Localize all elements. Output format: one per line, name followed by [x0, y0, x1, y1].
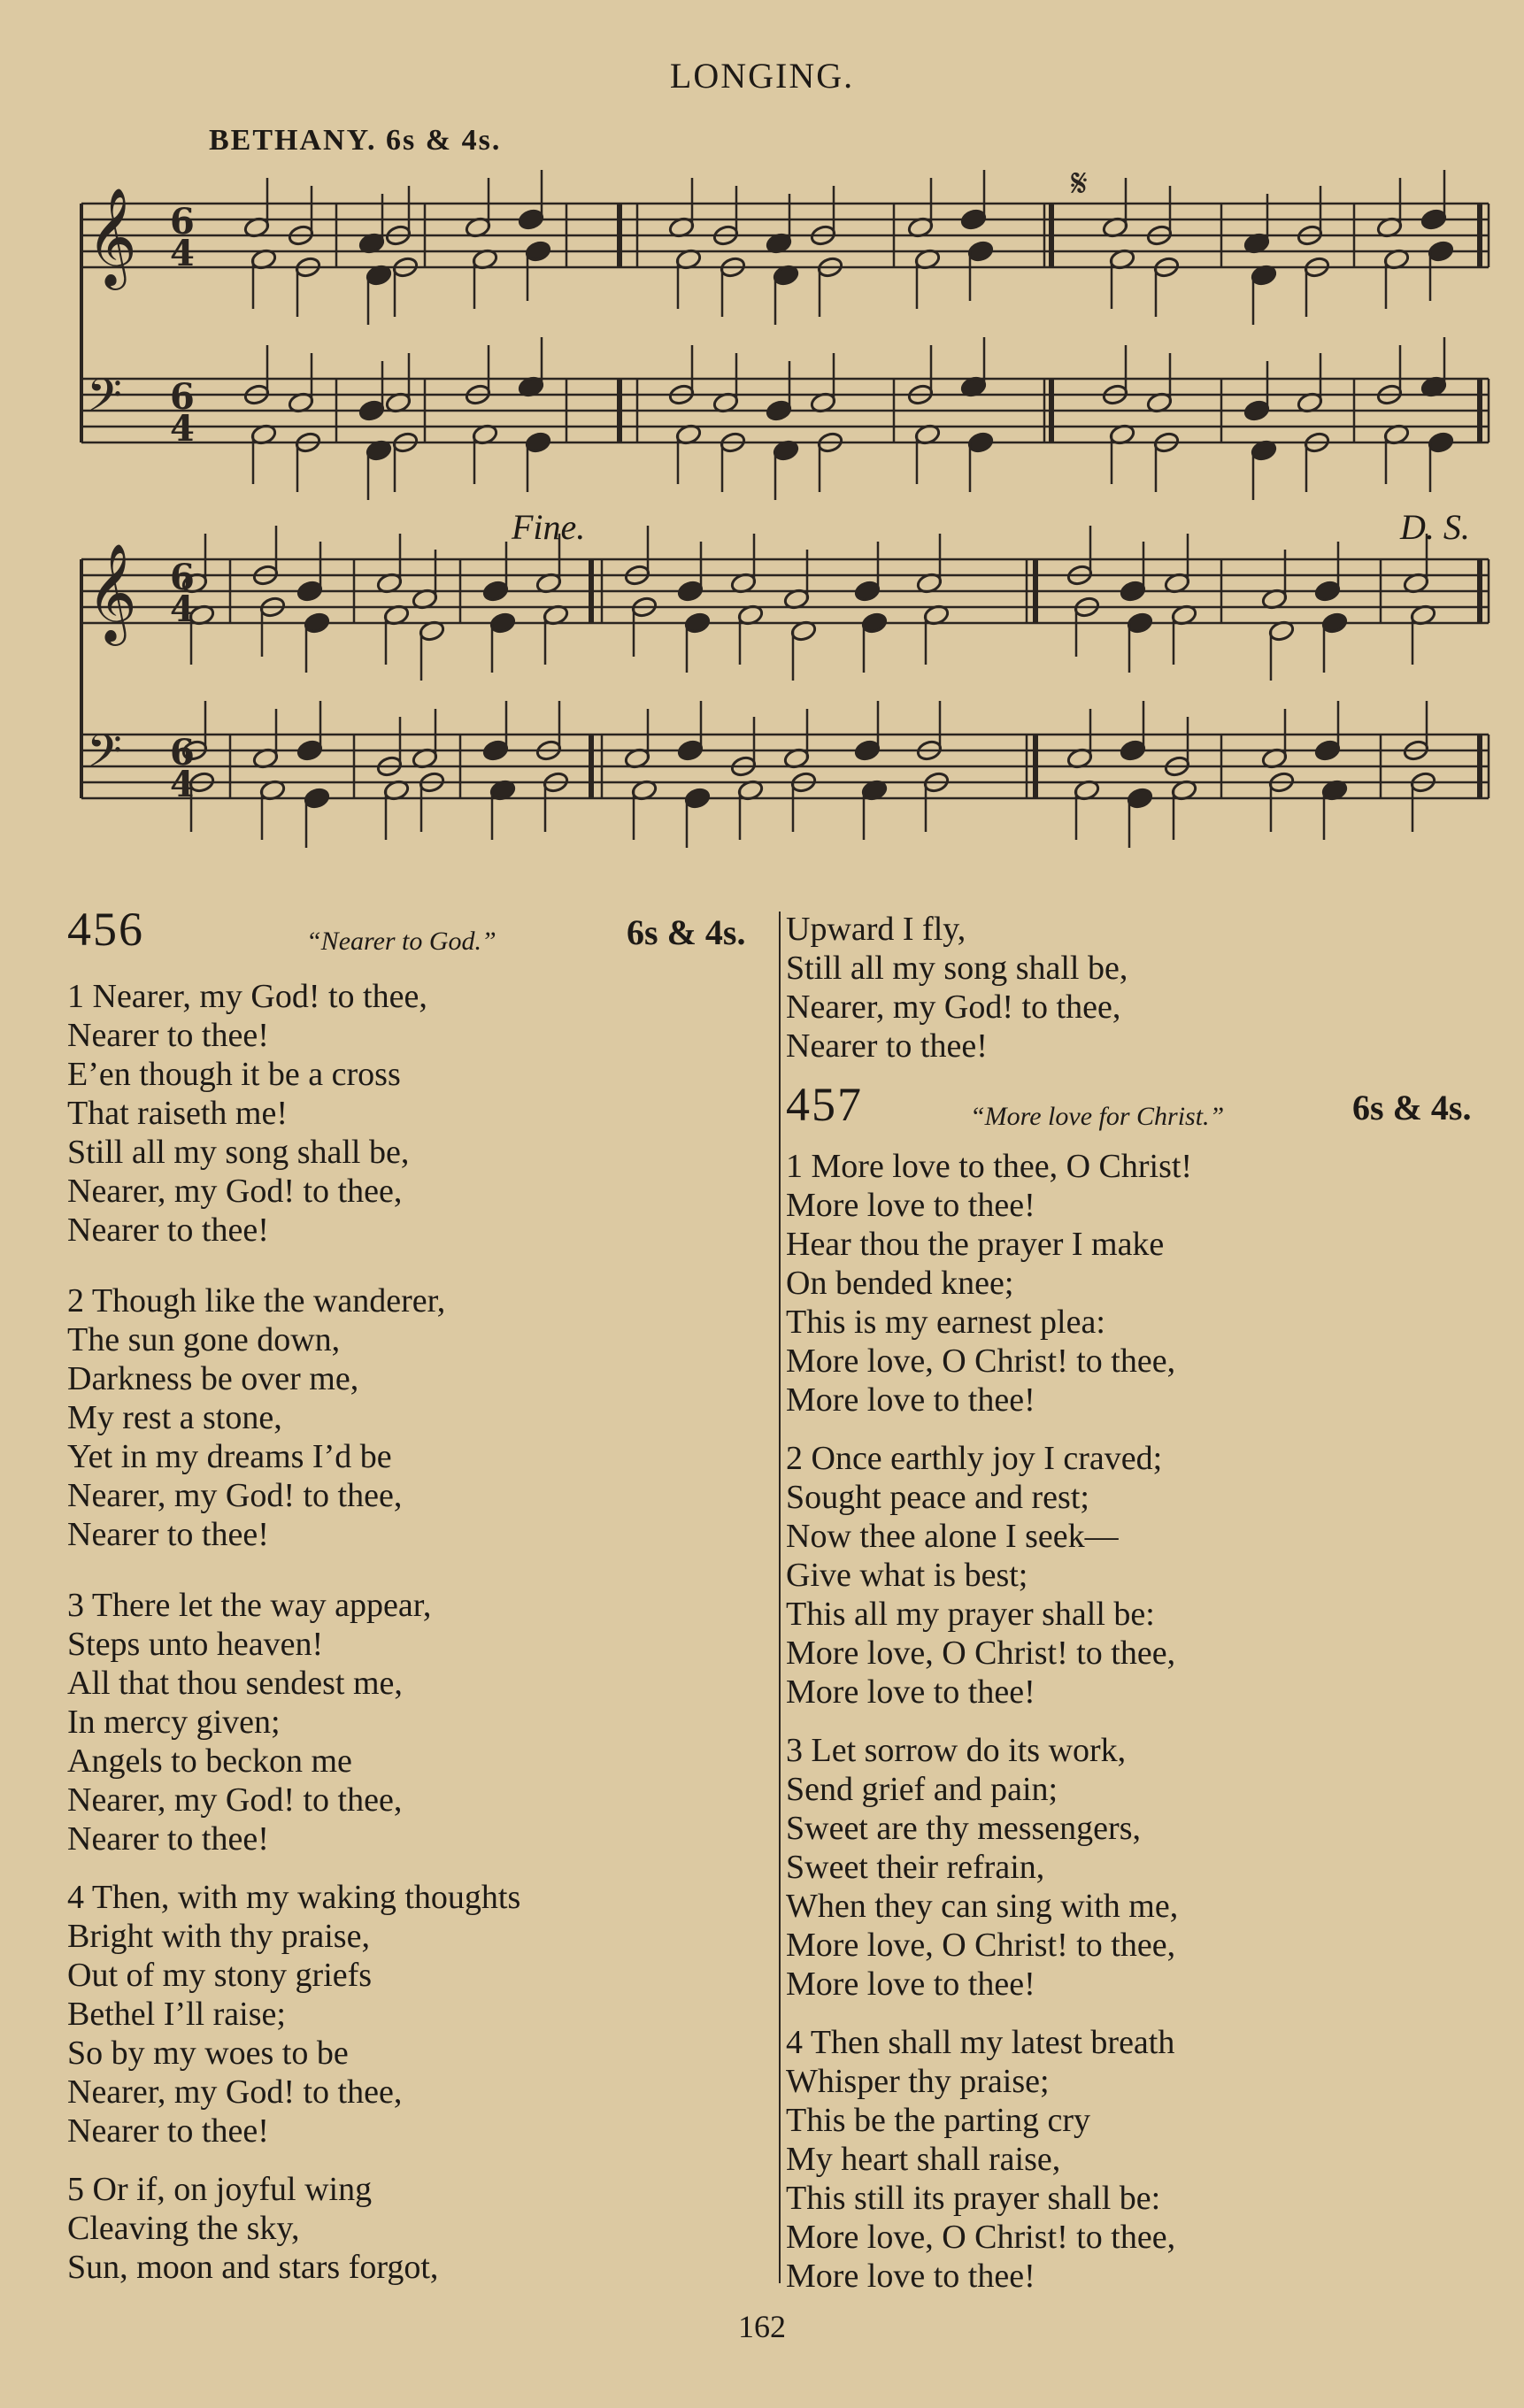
bass-clef-icon: 𝄢 — [87, 368, 122, 433]
svg-text:4: 4 — [170, 589, 195, 630]
verse-line: Nearer to thee! — [67, 1212, 269, 1249]
hymn-number: 456 — [67, 903, 144, 956]
verse-line: More love to thee! — [786, 1966, 1035, 2003]
verse-line: Nearer, my God! to thee, — [67, 1477, 403, 1514]
verse-line: Hear thou the prayer I make — [786, 1226, 1165, 1263]
page-number: 162 — [738, 2309, 786, 2344]
verse-line: Now thee alone I seek— — [786, 1518, 1119, 1555]
hymn-number: 457 — [786, 1078, 863, 1131]
verse-line: 2 Once earthly joy I craved; — [786, 1440, 1163, 1477]
hymn-title: “Nearer to God.” — [306, 927, 496, 956]
verse-line: The sun gone down, — [67, 1321, 341, 1358]
verse-line: More love to thee! — [786, 1187, 1035, 1224]
svg-text:6: 6 — [170, 732, 195, 773]
verse-line: When they can sing with me, — [786, 1888, 1179, 1925]
verse-line: Nearer, my God! to thee, — [67, 2073, 403, 2111]
verse-line: Darkness be over me, — [67, 1360, 359, 1397]
verse-line: Bethel I’ll raise; — [67, 1996, 286, 2033]
music-score — [0, 0, 1524, 885]
verse-line: Sought peace and rest; — [786, 1479, 1089, 1516]
tune-name: BETHANY. — [209, 124, 377, 157]
hymn-457-stanza-4 — [786, 2023, 1494, 2296]
verse-line: My rest a stone, — [67, 1399, 282, 1436]
verse-line: Still all my song shall be, — [786, 950, 1128, 987]
svg-text:4: 4 — [170, 408, 195, 450]
svg-text:6: 6 — [170, 201, 195, 242]
verse-line: Still all my song shall be, — [67, 1134, 410, 1171]
verse-line: My heart shall raise, — [786, 2141, 1061, 2178]
verse-line: More love, O Christ! to thee, — [786, 1635, 1176, 1672]
hymn-456-stanza-1 — [67, 977, 775, 1250]
hymn-457-stanza-3 — [786, 1731, 1494, 2004]
verse-line: 3 There let the way appear, — [67, 1587, 432, 1624]
svg-text:4: 4 — [170, 764, 195, 805]
verse-line: Nearer, my God! to thee, — [67, 1173, 403, 1210]
verse-line: Nearer to thee! — [67, 2112, 269, 2150]
verse-line: 4 Then shall my latest breath — [786, 2024, 1175, 2061]
verse-line: Sun, moon and stars forgot, — [67, 2249, 439, 2286]
verse-line: More love, O Christ! to thee, — [786, 1927, 1176, 1964]
svg-text:6: 6 — [170, 557, 195, 598]
verse-line: Bright with thy praise, — [67, 1918, 370, 1955]
hymn-456-stanza-5-continued — [786, 910, 1494, 1066]
verse-line: All that thou sendest me, — [67, 1665, 403, 1702]
verse-line: More love, O Christ! to thee, — [786, 1342, 1176, 1380]
verse-line: 4 Then, with my waking thoughts — [67, 1879, 521, 1916]
verse-line: Out of my stony griefs — [67, 1957, 373, 1994]
verse-line: Nearer to thee! — [67, 1017, 269, 1054]
verse-line: So by my woes to be — [67, 2035, 349, 2072]
verse-line: Nearer, my God! to thee, — [67, 1781, 403, 1819]
hymn-meter: 6s & 4s. — [1352, 1088, 1472, 1127]
segno-icon: 𝄋 — [1071, 161, 1088, 206]
column-divider — [779, 912, 781, 2283]
verse-line: On bended knee; — [786, 1265, 1014, 1302]
verse-line: Nearer, my God! to thee, — [786, 989, 1121, 1026]
hymn-457-column — [786, 910, 1494, 2296]
hymn-456-stanza-3 — [67, 1586, 775, 1858]
hymn-457-stanza-2 — [786, 1439, 1494, 1712]
svg-text:6: 6 — [170, 376, 195, 418]
ds-marking: D. S. — [1400, 507, 1470, 547]
hymn-456-stanza-2 — [67, 1281, 775, 1554]
verse-line: That raiseth me! — [67, 1095, 289, 1132]
verse-line: Send grief and pain; — [786, 1771, 1058, 1808]
bass-clef-icon: 𝄢 — [87, 724, 122, 789]
verse-line: More love to thee! — [786, 2258, 1035, 2295]
verse-line: Angels to beckon me — [67, 1743, 352, 1780]
treble-clef-icon: 𝄞 — [87, 542, 137, 642]
svg-text:4: 4 — [170, 233, 195, 274]
verse-line: More love, O Christ! to thee, — [786, 2219, 1176, 2256]
treble-clef-icon: 𝄞 — [87, 187, 137, 286]
verse-line: Give what is best; — [786, 1557, 1028, 1594]
hymn-456-column — [67, 903, 775, 2287]
verse-line: More love to thee! — [786, 1381, 1035, 1419]
verse-line: 2 Though like the wanderer, — [67, 1282, 446, 1319]
hymn-456-stanza-5 — [67, 2170, 775, 2287]
verse-line: Nearer to thee! — [786, 1027, 988, 1065]
hymn-meter: 6s & 4s. — [627, 912, 746, 952]
verse-line: This still its prayer shall be: — [786, 2180, 1161, 2217]
hymn-457-stanza-1 — [786, 1147, 1494, 1419]
verse-line: In mercy given; — [67, 1704, 281, 1741]
tune-meter: 6s & 4s. — [386, 124, 502, 157]
verse-line: Steps unto heaven! — [67, 1626, 324, 1663]
verse-line: 3 Let sorrow do its work, — [786, 1732, 1127, 1769]
fine-marking: Fine. — [512, 507, 586, 547]
verse-line: Nearer to thee! — [67, 1820, 269, 1858]
verse-line: 1 More love to thee, O Christ! — [786, 1148, 1193, 1185]
verse-line: This is my earnest plea: — [786, 1304, 1105, 1341]
verse-line: This all my prayer shall be: — [786, 1596, 1155, 1633]
hymn-457-heading — [786, 1078, 1494, 1138]
verse-line: Sweet their refrain, — [786, 1849, 1045, 1886]
verse-line: Yet in my dreams I’d be — [67, 1438, 392, 1475]
verse-line: 5 Or if, on joyful wing — [67, 2171, 373, 2208]
verse-line: Upward I fly, — [786, 911, 966, 948]
verse-line: Sweet are thy messengers, — [786, 1810, 1141, 1847]
running-header: LONGING. — [669, 56, 855, 96]
verse-line: 1 Nearer, my God! to thee, — [67, 978, 427, 1015]
hymn-456-stanza-4 — [67, 1878, 775, 2150]
verse-line: Nearer to thee! — [67, 1516, 269, 1553]
verse-line: Whisper thy praise; — [786, 2063, 1050, 2100]
verse-line: Cleaving the sky, — [67, 2210, 300, 2247]
verse-line: More love to thee! — [786, 1673, 1035, 1711]
hymn-456-heading — [67, 903, 775, 963]
verse-line: E’en though it be a cross — [67, 1056, 401, 1093]
verse-line: This be the parting cry — [786, 2102, 1091, 2139]
hymn-title: “More love for Christ.” — [970, 1102, 1225, 1131]
